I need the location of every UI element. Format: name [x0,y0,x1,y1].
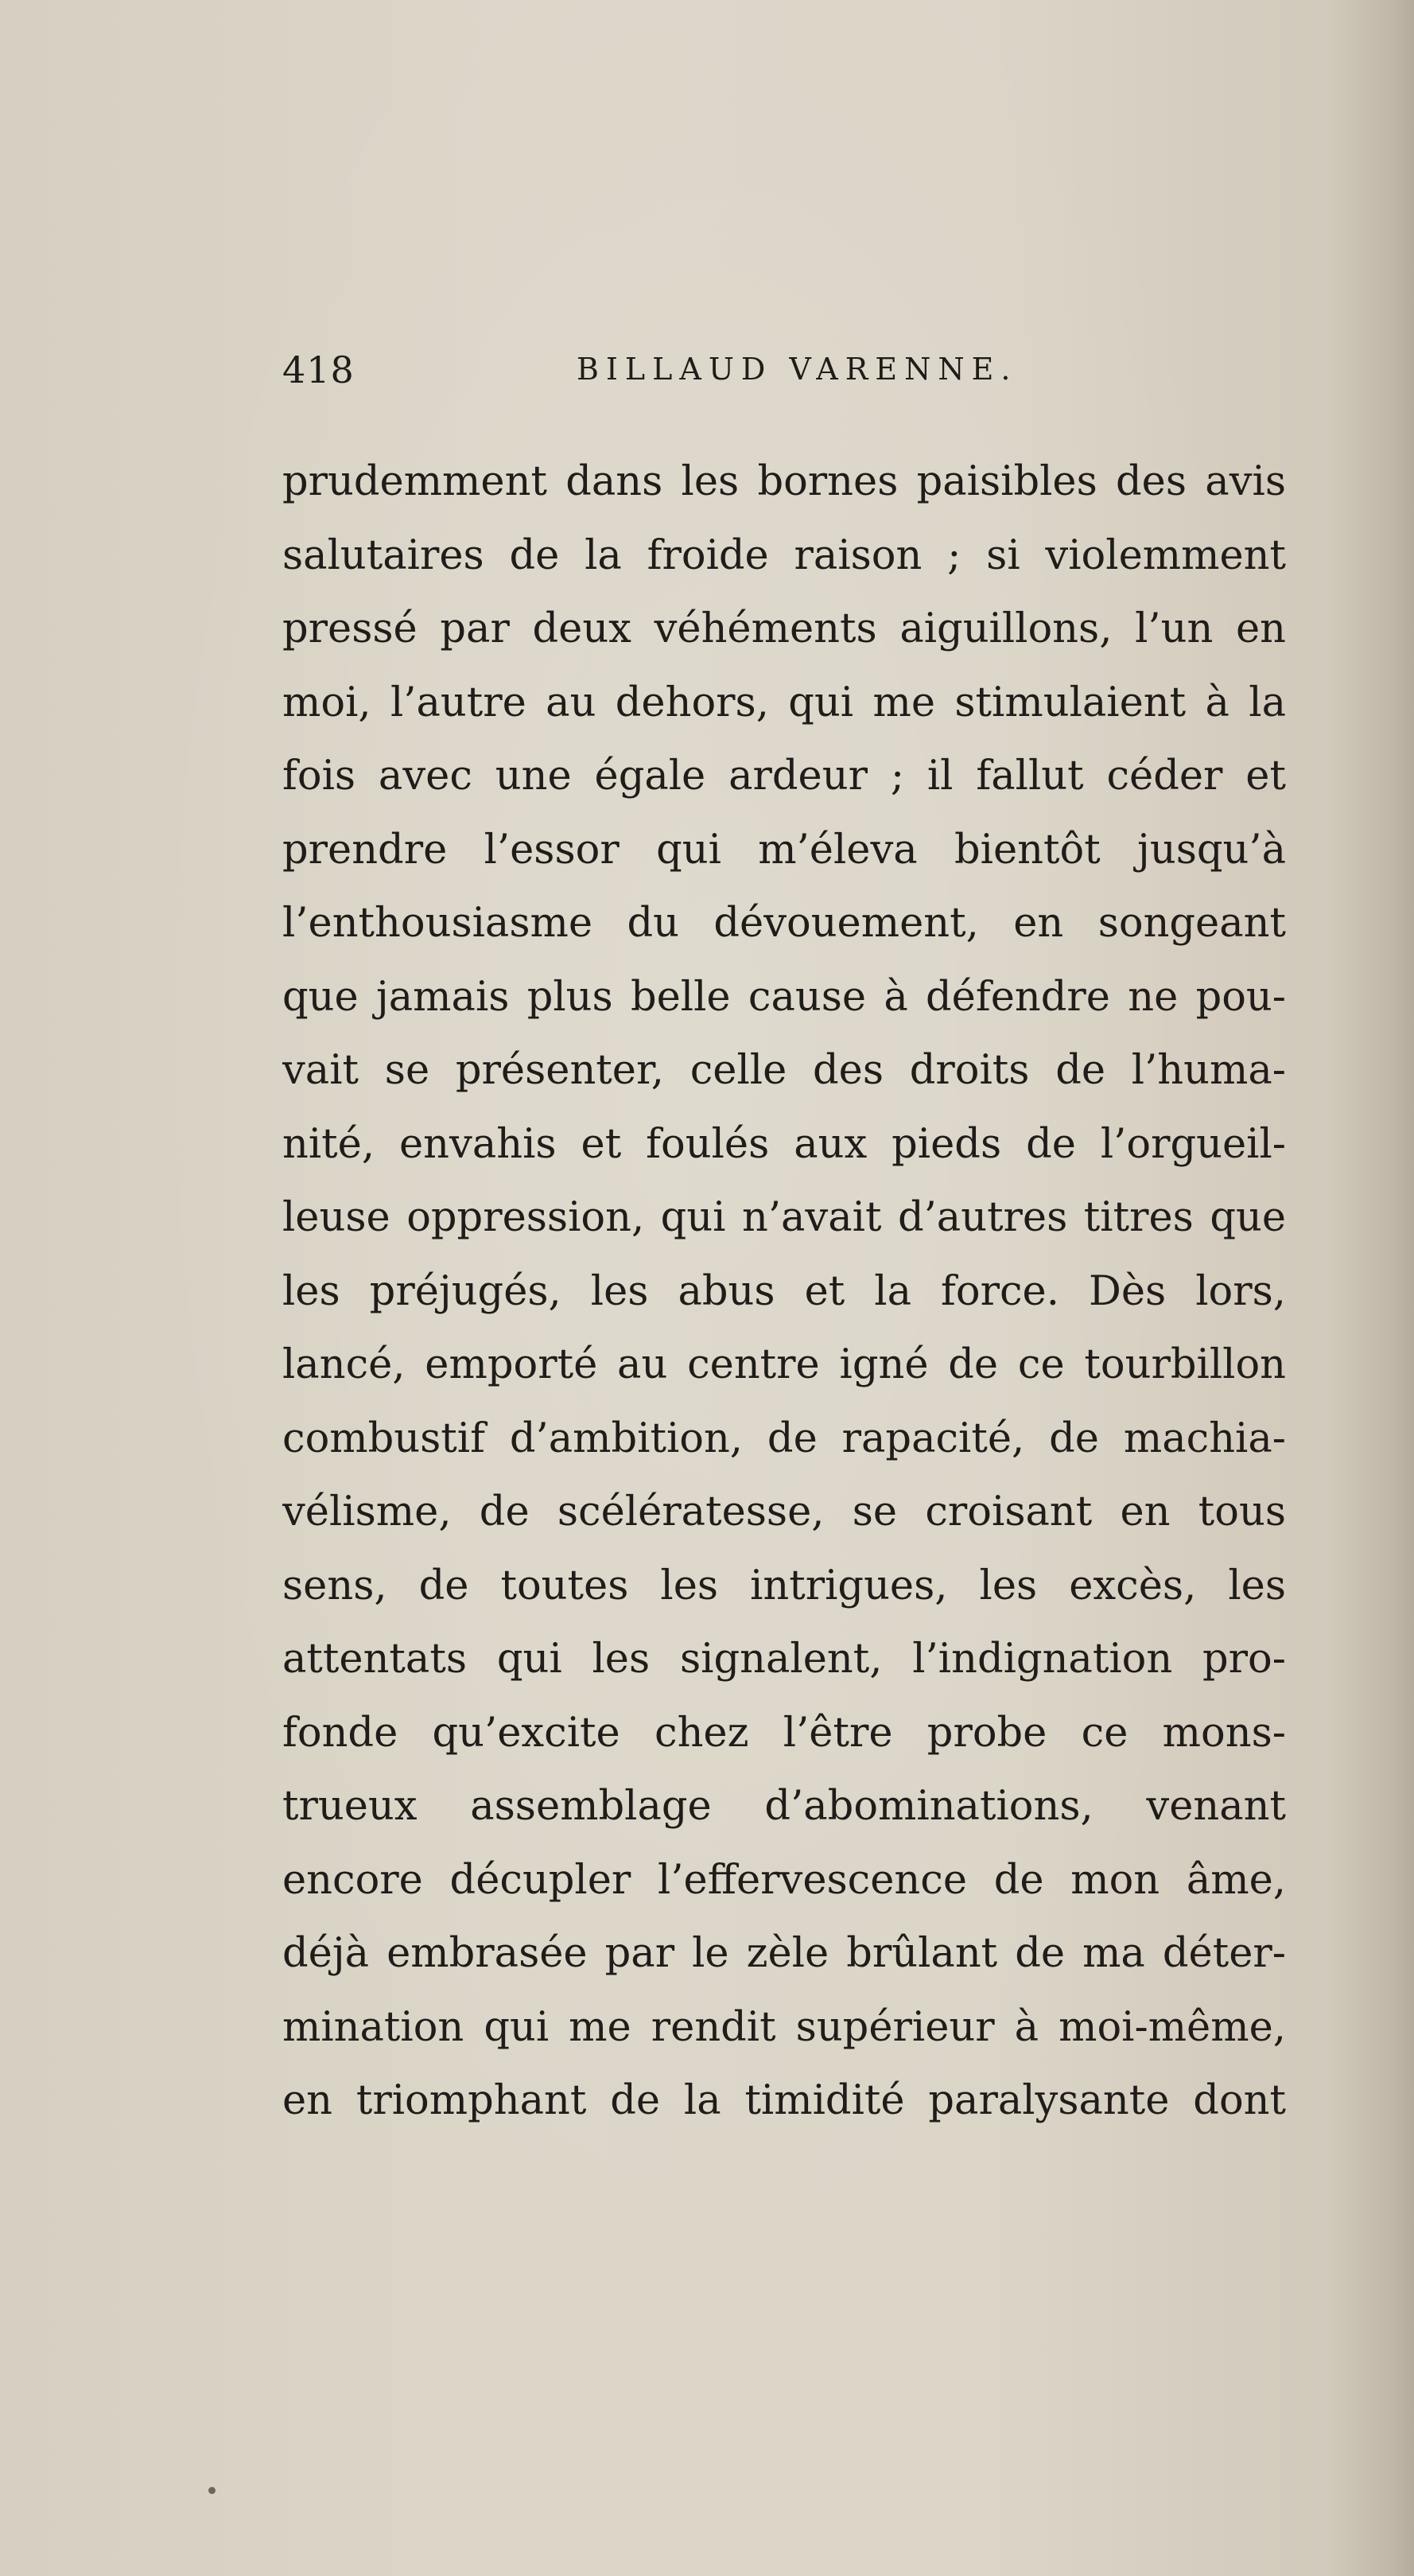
text-line: déjà embrasée par le zèle brûlant de ma déter- [282,1930,1286,1977]
text-line: les préjugés, les abus et la force. Dès lors, [282,1267,1286,1315]
text-line: encore décupler l’effervescence de mon âme, [282,1856,1286,1904]
text-line: mination qui me rendit supérieur à moi-même, [282,2003,1286,2051]
text-line: sens, de toutes les intrigues, les excès, les [282,1562,1286,1609]
text-line: fois avec une égale ardeur ; il fallut céder et [282,753,1286,800]
text-line: que jamais plus belle cause à défendre ne pou- [282,973,1286,1021]
text-line: prendre l’essor qui m’éleva bientôt jusqu’à [282,826,1286,874]
body-text [282,446,1286,2138]
text-line: moi, l’autre au dehors, qui me stimulaient à la [282,679,1286,726]
text-line: fonde qu’excite chez l’être probe ce mons- [282,1709,1286,1757]
text-line: prudemment dans les bornes paisibles des avis [282,458,1286,505]
text-line: lancé, emporté au centre igné de ce tourbillon [282,1341,1286,1388]
text-line: en triomphant de la timidité paralysante dont [282,2077,1286,2124]
text-line: vélisme, de scélératesse, se croisant en tous [282,1488,1286,1535]
spine-shadow [1327,0,1414,2576]
text-line: attentats qui les signalent, l’indignation pro- [282,1636,1286,1683]
text-line: vait se présenter, celle des droits de l’huma- [282,1047,1286,1094]
page-number: 418 [282,348,355,391]
text-line: trueux assemblage d’abominations, venant [282,1783,1286,1830]
text-line: leuse oppression, qui n’avait d’autres titres que [282,1194,1286,1241]
page-header [282,348,1284,404]
ink-speck [208,2487,216,2494]
text-line: combustif d’ambition, de rapacité, de machia- [282,1414,1286,1462]
text-line: salutaires de la froide raison ; si violemment [282,531,1286,579]
text-line: nité, envahis et foulés aux pieds de l’orgueil- [282,1120,1286,1168]
running-title: BILLAUD VARENNE. [577,352,1018,387]
text-line: pressé par deux véhéments aiguillons, l’un en [282,605,1286,652]
text-line: l’enthousiasme du dévouement, en songeant [282,900,1286,947]
